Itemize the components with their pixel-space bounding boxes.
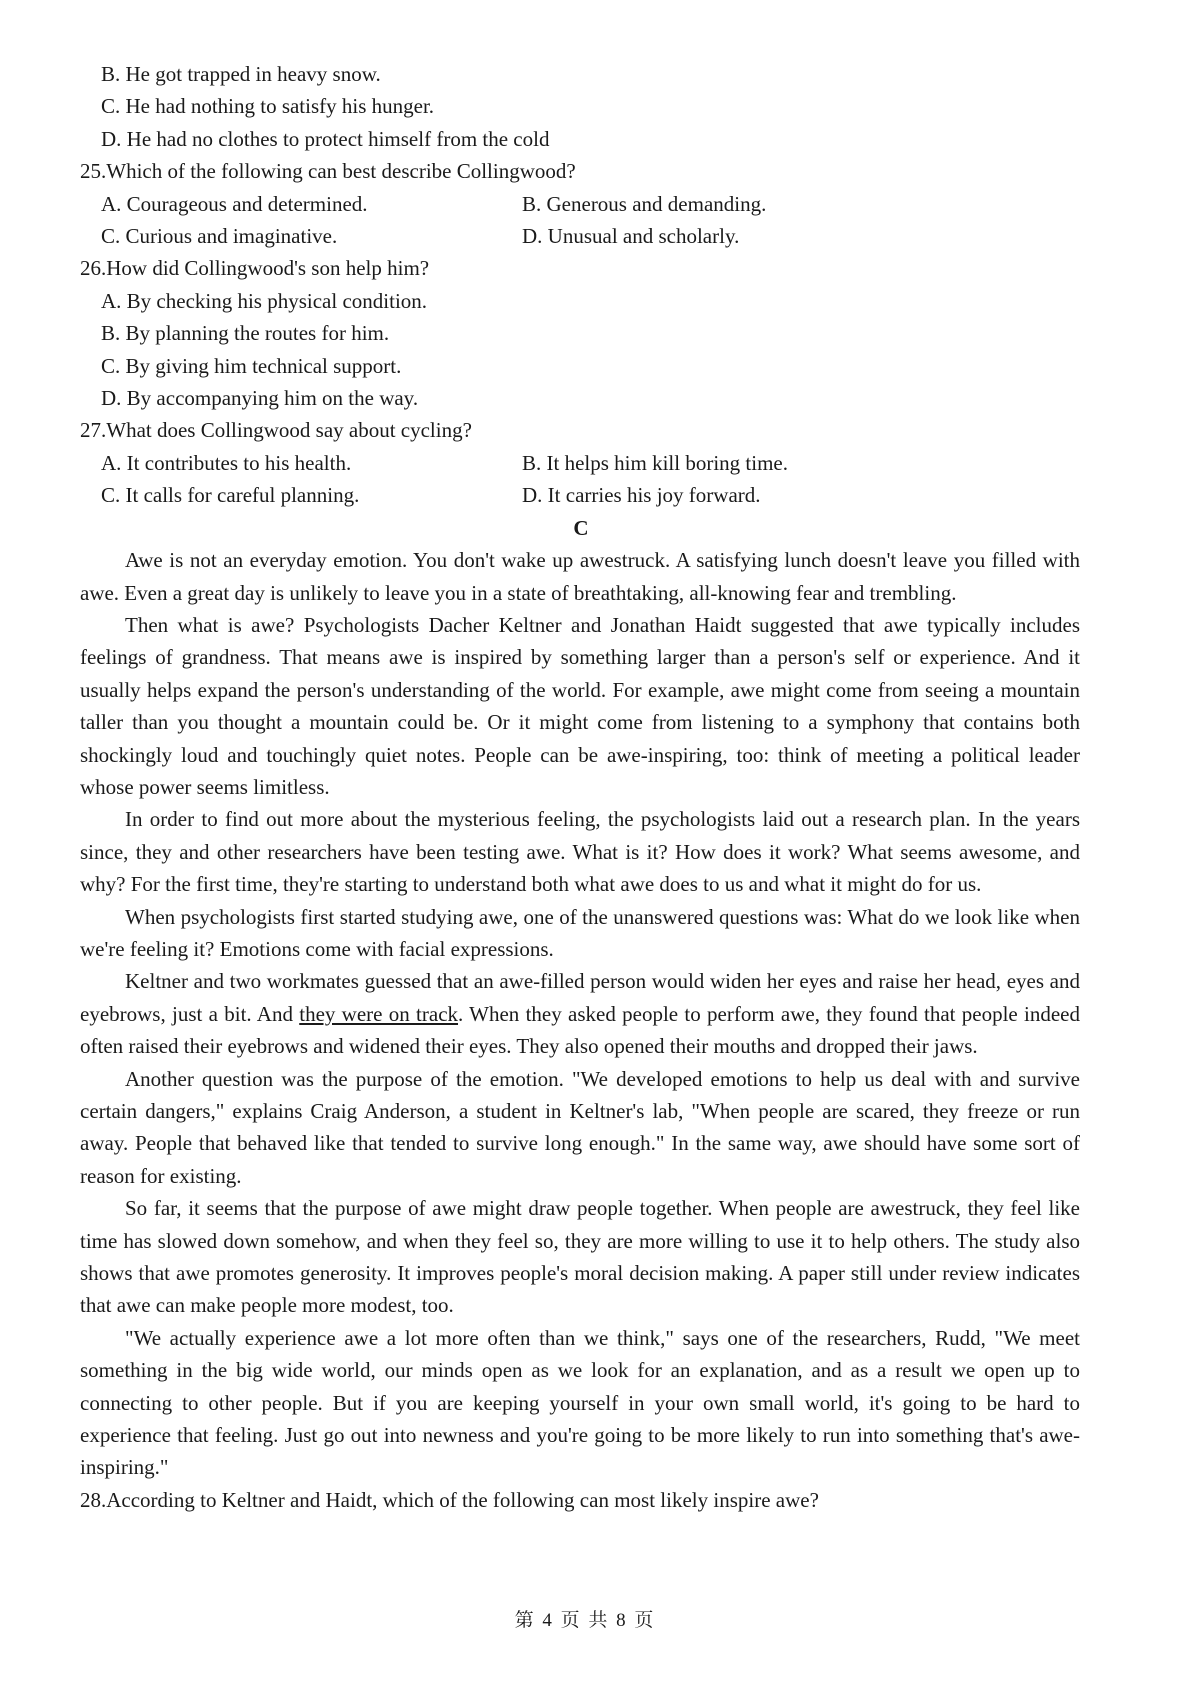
passage-paragraph-8: "We actually experience awe a lot more often than we think," says one of the researchers, Rudd, "We meet something in the big wide world, our minds open as we look for an explanation, and as a result we open up to connecting to other people. But if you are keeping yourself in your own small world, it's going to be hard to experience that feeling. Just go out into newness and you're going to be more likely to run into something that's awe-inspiring." (80, 1325, 1080, 1480)
option-26-b: B. By planning the routes for him. (101, 321, 390, 346)
option-25-a: A. Courageous and determined. (101, 191, 368, 216)
option-27-d: D. It carries his joy forward. (522, 483, 761, 508)
paragraph-5-text-before: Keltner and two workmates guessed that an awe-filled person would widen her eyes and raise her head, eyes and eyebrows, just a bit. And (80, 969, 1080, 1026)
page-number-footer: 第 4 页 共 8 页 (514, 1610, 656, 1631)
option-25-b: B. Generous and demanding. (522, 191, 767, 216)
question-26-stem: 26.How did Collingwood's son help him? (80, 256, 430, 281)
option-26-d: D. By accompanying him on the way. (101, 386, 419, 411)
section-heading: C (573, 515, 589, 540)
question-25-options-row-2 (80, 220, 1080, 252)
option-27-a: A. It contributes to his health. (101, 450, 352, 475)
question-27-stem: 27.What does Collingwood say about cycling? (80, 418, 472, 443)
passage-paragraph-5 (80, 965, 1080, 1062)
option-25-d: D. Unusual and scholarly. (522, 224, 740, 249)
option-26-c: C. By giving him technical support. (101, 353, 402, 378)
passage-paragraph-1: Awe is not an everyday emotion. You don't wake up awestruck. A satisfying lunch doesn't leave you filled with awe. Even a great day is unlikely to leave you in a state of breathtaking, all-knowing fear and trembling. (80, 548, 1080, 605)
option-24-c: C. He had nothing to satisfy his hunger. (101, 94, 435, 119)
option-27-c: C. It calls for careful planning. (101, 483, 360, 508)
option-26-a: A. By checking his physical condition. (101, 288, 428, 313)
underlined-phrase: they were on track (299, 1001, 459, 1026)
option-25-c: C. Curious and imaginative. (101, 224, 338, 249)
question-25-options-row-1 (80, 188, 1080, 220)
paragraph-5-text-after: . When they asked people to perform awe, they found that people indeed often raised their eyebrows and widened their eyes. They also opened their mouths and dropped their jaws. (80, 1001, 1080, 1059)
passage-paragraph-7: So far, it seems that the purpose of awe might draw people together. When people are awestruck, they feel like time has slowed down somehow, and when they feel so, they are more willing to use it to help others. The study also shows that awe promotes generosity. It improves people's moral decision making. A paper still under review indicates that awe can make people more modest, too. (80, 1196, 1080, 1318)
passage-paragraph-4: When psychologists first started studying awe, one of the unanswered questions was: What do we look like when we're feeling it? Emotions come with facial expressions. (80, 904, 1080, 961)
question-27-options-row-2 (80, 479, 1080, 511)
passage-paragraph-2: Then what is awe? Psychologists Dacher Keltner and Jonathan Haidt suggested that awe typically includes feelings of grandness. That means awe is inspired by something larger than a person's self or experience. And it usually helps expand the person's understanding of the world. For example, awe might come from seeing a mountain taller than you thought a mountain could be. Or it might come from listening to a symphony that contains both shockingly loud and touchingly quiet notes. People can be awe-inspiring, too: think of meeting a political leader whose power seems limitless. (80, 612, 1080, 799)
passage-paragraph-3: In order to find out more about the mysterious feeling, the psychologists laid out a research plan. In the years since, they and other researchers have been testing awe. What is it? How does it work? What seems awesome, and why? For the first time, they're starting to understand both what awe does to us and what it might do for us. (80, 807, 1080, 897)
option-24-d: D. He had no clothes to protect himself from the cold (101, 126, 550, 151)
passage-paragraph-6: Another question was the purpose of the emotion. "We developed emotions to help us deal with and survive certain dangers," explains Craig Anderson, a student in Keltner's lab, "When people are scared, they freeze or run away. People that behaved like that tended to survive long enough." In the same way, awe should have some sort of reason for existing. (80, 1066, 1080, 1188)
option-24-b: B. He got trapped in heavy snow. (101, 62, 381, 86)
option-27-b: B. It helps him kill boring time. (522, 450, 788, 475)
exam-page (80, 58, 1080, 1516)
question-27-options-row-1 (80, 447, 1080, 479)
question-28-stem: 28.According to Keltner and Haidt, which of the following can most likely inspire awe? (80, 1487, 819, 1512)
question-25-stem: 25.Which of the following can best describe Collingwood? (80, 159, 576, 184)
